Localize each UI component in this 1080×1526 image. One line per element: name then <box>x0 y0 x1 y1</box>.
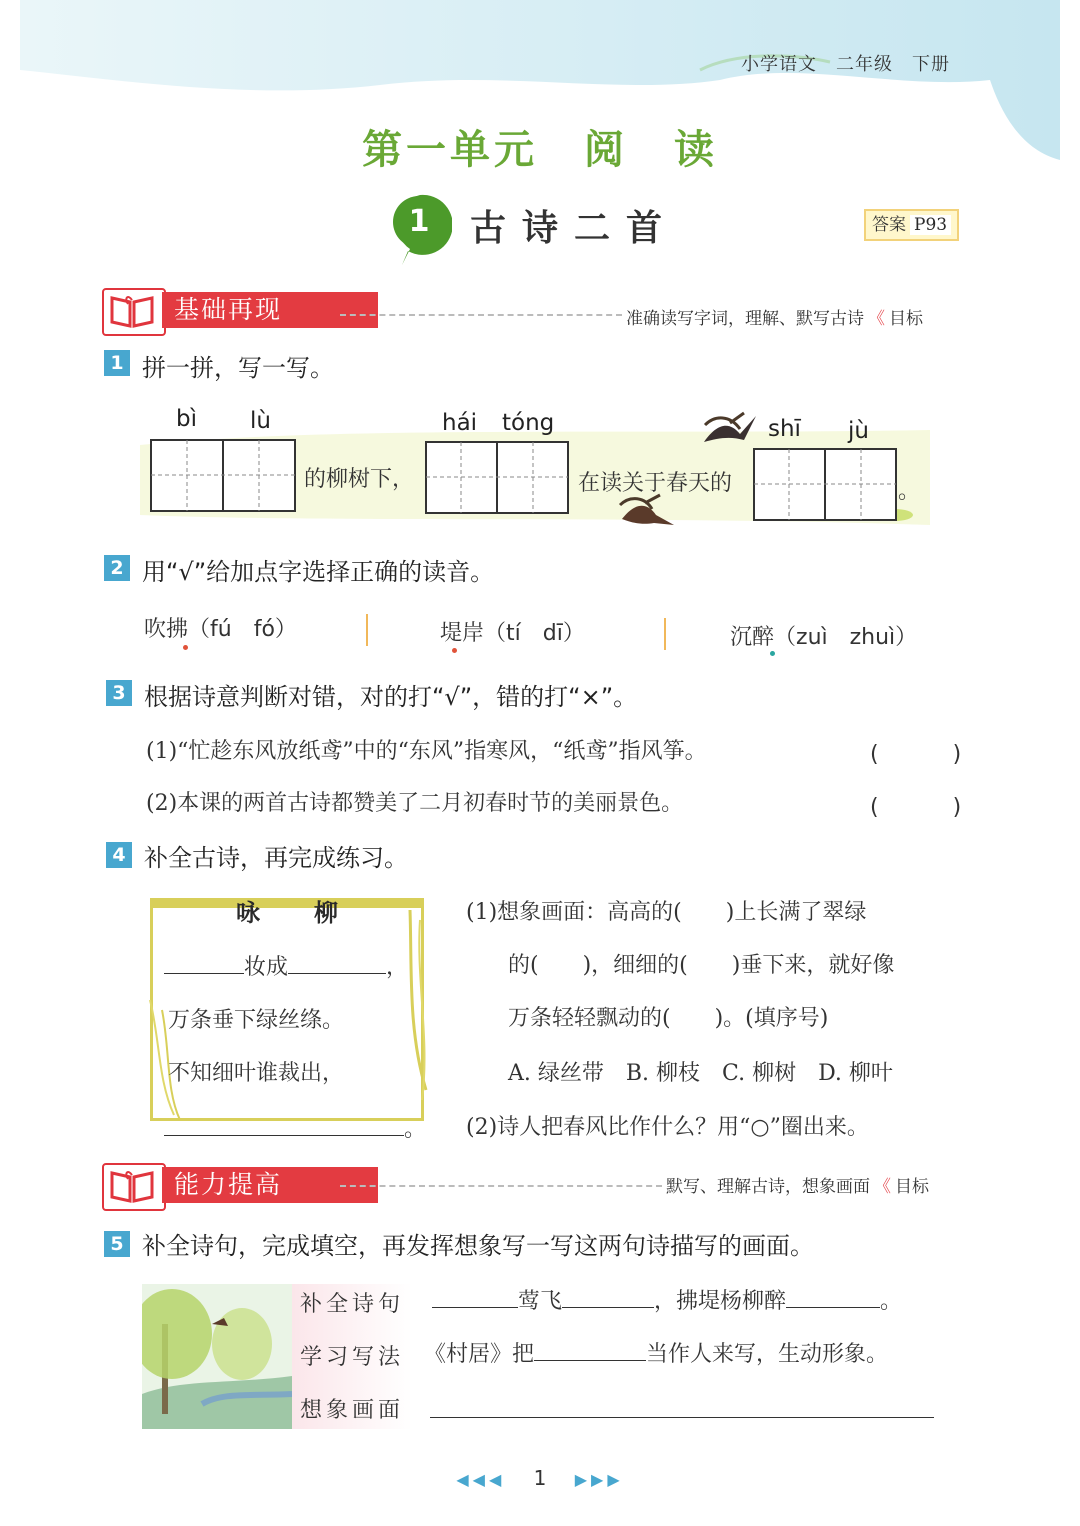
page-number: 1 <box>533 1466 547 1490</box>
unit-number: 第一单元 <box>362 127 539 173</box>
separator <box>664 618 666 650</box>
goal-tag: 目标 <box>895 1177 929 1197</box>
punct: 。 <box>880 1289 903 1314</box>
answer-reference[interactable] <box>864 209 959 241</box>
writing-grid[interactable] <box>425 441 569 514</box>
goal-text: 准确读写字词，理解、默写古诗 <box>626 309 864 329</box>
exercise-line: 的( )，细细的( )垂下来，就好像 <box>508 953 895 978</box>
book-icon <box>102 1163 166 1211</box>
options: （tí dī） <box>484 621 585 646</box>
fill-row-1[interactable] <box>432 1284 902 1315</box>
answer-page: P93 <box>910 215 951 235</box>
punct: 。 <box>404 1117 427 1142</box>
poem-title: 柳 <box>314 898 338 927</box>
swallow-icon <box>700 412 760 452</box>
options-line: A. 绿丝带 B. 柳枝 C. 柳树 D. 柳叶 <box>508 1061 893 1086</box>
sentence-part: 的柳树下， <box>304 467 415 492</box>
section-goal <box>626 304 923 329</box>
question-number: 5 <box>104 1231 130 1257</box>
emphasis-dot <box>770 651 775 656</box>
word: 堤岸 <box>440 621 485 646</box>
punct: ， <box>386 955 409 980</box>
section-goal <box>666 1172 929 1197</box>
poem-title: 咏 <box>236 898 260 927</box>
writing-grid[interactable] <box>150 439 296 512</box>
sentence-part: 在读关于春天的 <box>578 471 733 496</box>
options: （zuì zhuì） <box>774 625 918 650</box>
question-number: 1 <box>104 350 130 376</box>
poem-text: ，拂堤杨柳醉 <box>654 1289 787 1314</box>
pinyin: tóng <box>502 410 555 436</box>
emphasis-dot <box>183 645 188 650</box>
book-header: 小学语文 二年级 下册 <box>741 54 950 75</box>
lesson-title: 古诗二首 <box>470 208 679 249</box>
fill-blank[interactable] <box>164 1135 404 1136</box>
goal-text: 默写、理解古诗，想象画面 <box>666 1177 870 1197</box>
exercise-line: (1)想象画面：高高的( )上长满了翠绿 <box>466 900 867 925</box>
text: 当作人来写，生动形象。 <box>646 1342 889 1367</box>
text: 《村居》把 <box>424 1342 535 1367</box>
exercise-line: (2)诗人把春风比作什么？用“○”圈出来。 <box>466 1115 869 1140</box>
word: 沉醉 <box>730 625 775 650</box>
unit-word-2: 读 <box>673 127 718 173</box>
question-text: 补全诗句，完成填空，再发挥想象写一写这两句诗描写的画面。 <box>142 1232 814 1260</box>
statement-2: (2)本课的两首古诗都赞美了二月初春时节的美丽景色。 <box>146 791 684 816</box>
pinyin: lù <box>250 408 271 434</box>
pinyin: jù <box>848 418 869 444</box>
book-icon <box>102 288 166 336</box>
answer-label: 答案 <box>872 215 906 235</box>
question-text: 拼一拼，写一写。 <box>142 354 334 382</box>
question-text: 补全古诗，再完成练习。 <box>144 844 408 872</box>
fill-row-2[interactable] <box>424 1337 888 1368</box>
fill-blank[interactable] <box>562 1307 654 1308</box>
poem-line-1[interactable] <box>164 950 408 981</box>
pronunciation-item[interactable] <box>730 620 917 651</box>
goal-arrow-icon: 《 <box>874 1177 891 1197</box>
divider <box>340 314 622 316</box>
exercise-line: 万条轻轻飘动的( )。(填序号) <box>508 1006 829 1031</box>
sentence-end: 。 <box>898 479 921 504</box>
banner-tail <box>364 292 378 328</box>
lesson-number: 1 <box>393 196 445 248</box>
question-number: 4 <box>106 842 132 868</box>
unit-word-1: 阅 <box>584 127 628 173</box>
statement-1: (1)“忙趁东风放纸鸢”中的“东风”指寒风，“纸鸢”指风筝。 <box>146 739 707 764</box>
row-label: 补全诗句 <box>300 1292 405 1317</box>
pronunciation-item[interactable] <box>440 616 585 647</box>
section-label: 基础再现 <box>162 292 364 328</box>
poem-text: 莺飞 <box>518 1289 563 1314</box>
pronunciation-item[interactable] <box>144 612 297 643</box>
writing-grid[interactable] <box>753 448 897 521</box>
options: （fú fó） <box>188 617 297 642</box>
pinyin: shī <box>768 416 801 442</box>
question-text: 根据诗意判断对错，对的打“√”，错的打“×”。 <box>144 683 638 711</box>
pinyin: bì <box>176 406 197 432</box>
fill-blank[interactable] <box>164 973 244 974</box>
poem-text: 妆成 <box>244 955 289 980</box>
goal-arrow-icon: 《 <box>868 309 885 329</box>
willow-landscape-illustration <box>142 1284 292 1429</box>
question-number: 3 <box>106 680 132 706</box>
answer-parens[interactable]: ( ) <box>870 795 972 820</box>
row-label: 学习写法 <box>300 1345 405 1370</box>
section-label: 能力提高 <box>162 1167 364 1203</box>
next-arrows-icon: ▶▶▶ <box>574 1470 624 1489</box>
fill-blank[interactable] <box>288 973 386 974</box>
fill-blank[interactable] <box>534 1360 646 1361</box>
swallow-icon-2 <box>618 495 678 535</box>
emphasis-dot <box>452 648 457 653</box>
divider <box>340 1185 662 1187</box>
fill-blank[interactable] <box>432 1307 518 1308</box>
pinyin: hái <box>442 410 478 436</box>
separator <box>366 614 368 646</box>
fill-blank[interactable] <box>786 1307 880 1308</box>
answer-line[interactable] <box>430 1417 934 1418</box>
question-text: 用“√”给加点字选择正确的读音。 <box>142 558 495 586</box>
poem-line-3: 不知细叶谁裁出， <box>168 1061 345 1086</box>
poem-line-2: 万条垂下绿丝绦。 <box>168 1008 345 1033</box>
goal-tag: 目标 <box>889 309 923 329</box>
answer-parens[interactable]: ( ) <box>870 742 972 767</box>
page-footer <box>0 1466 1080 1490</box>
unit-title <box>0 118 1080 175</box>
word: 吹拂 <box>144 617 189 642</box>
row-label: 想象画面 <box>300 1398 405 1423</box>
prev-arrows-icon: ◀◀◀ <box>456 1470 506 1489</box>
question-number: 2 <box>104 555 130 581</box>
poem-line-4[interactable] <box>164 1112 426 1143</box>
